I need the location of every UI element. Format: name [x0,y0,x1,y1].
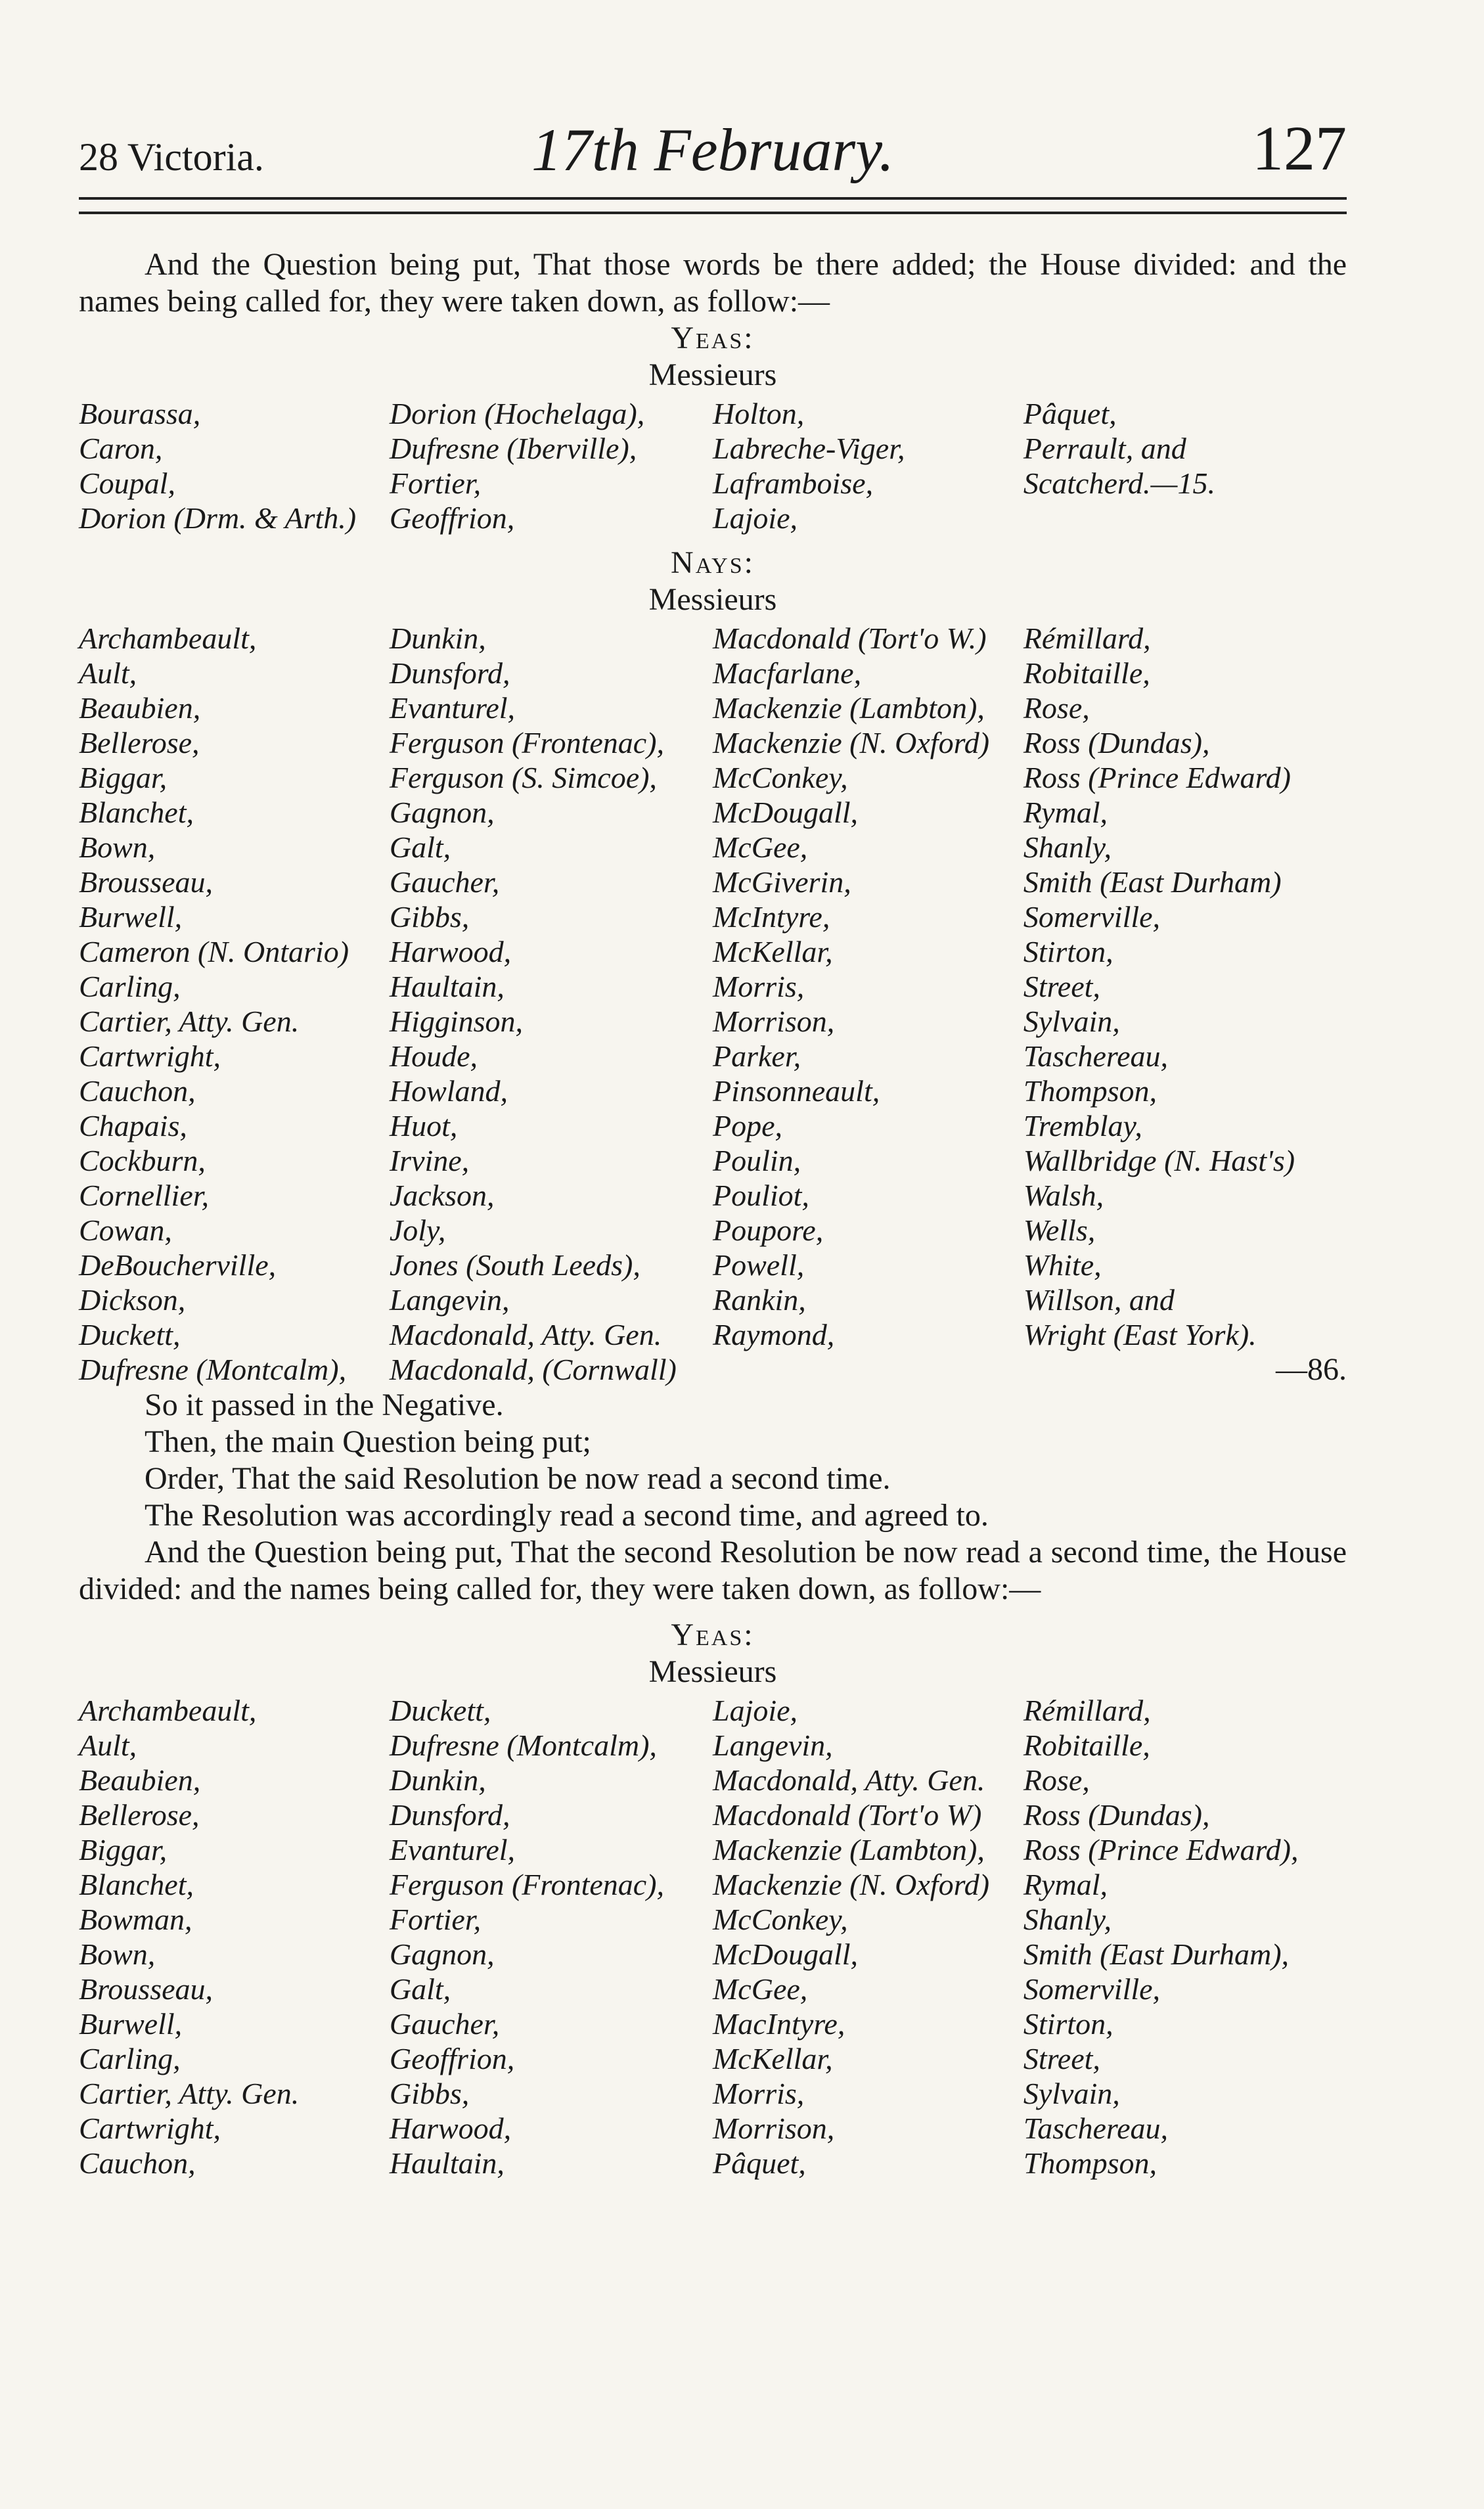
nays-list-1 [79,621,1347,1387]
member-name: Tremblay, [1023,1109,1142,1142]
member-name: McDougall, [712,796,858,829]
messieurs-label: Messieurs [648,357,777,392]
member-name: Carling, [79,2042,181,2075]
member-name: Geoffrion, [389,501,515,535]
member-name: Cartier, Atty. Gen. [79,1005,300,1038]
member-name: Dunsford, [389,1798,510,1832]
member-name: Gaucher, [389,865,500,899]
spacer [79,1608,1347,1617]
member-name: Somerville, [1023,900,1161,934]
nays-heading-1 [79,545,1347,581]
member-name: Parker, [712,1039,801,1073]
messieurs-label: Messieurs [648,1654,777,1689]
member-name: Coupal, [79,466,175,500]
yeas-heading-2 [79,1617,1347,1654]
member-name: Jones (South Leeds), [389,1248,641,1282]
member-name: Thompson, [1023,1074,1158,1108]
member-name: Stirton, [1023,935,1113,968]
member-name: Macdonald (Tort'o W.) [712,622,987,655]
member-name: Macdonald, Atty. Gen. [389,1318,662,1351]
member-name: Beaubien, [79,691,201,725]
member-name: McKellar, [712,935,833,968]
member-name: Lajoie, [712,501,798,535]
member-name: Pâquet, [712,2146,806,2180]
member-name: Cartwright, [79,1039,221,1073]
member-name: Bown, [79,830,156,864]
member-name: Brousseau, [79,1972,214,2006]
member-name: Dufresne (Montcalm), [79,1353,347,1386]
member-name: Cockburn, [79,1144,206,1177]
member-name: Ross (Dundas), [1023,726,1210,759]
member-name: Bown, [79,1937,156,1971]
member-name: Ferguson (Frontenac), [389,1868,664,1901]
member-name: Bellerose, [79,1798,200,1832]
yeas-list-2 [79,1693,1347,2181]
member-name [1023,501,1347,535]
member-name: Evanturel, [389,691,516,725]
member-name: Willson, and [1023,1283,1175,1317]
member-name: Irvine, [389,1144,470,1177]
member-name: Robitaille, [1023,656,1150,690]
member-name: Geoffrion, [389,2042,515,2075]
member-name: Wright (East York). [1023,1318,1257,1351]
member-name: Biggar, [79,761,168,794]
member-name: Pouliot, [712,1179,809,1212]
member-name: McConkey, [712,761,848,794]
member-name: Cauchon, [79,2146,196,2180]
member-name: Stirton, [1023,2007,1113,2041]
nays-heading-text: Nays: [671,545,755,580]
member-name: Somerville, [1023,1972,1161,2006]
member-name: Macdonald, (Cornwall) [389,1353,677,1386]
member-name: Haultain, [389,2146,505,2180]
member-name: Morris, [712,2077,805,2110]
member-name: Beaubien, [79,1763,201,1797]
member-name: McIntyre, [712,900,830,934]
member-name: Cowan, [79,1213,172,1247]
member-name: Langevin, [389,1283,510,1317]
member-name: Shanly, [1023,830,1112,864]
member-name: Poupore, [712,1213,824,1247]
member-name: Higginson, [389,1005,524,1038]
member-name: McKellar, [712,2042,833,2075]
member-name: Morrison, [712,1005,835,1038]
member-name: DeBoucherville, [79,1248,277,1282]
member-name: Laframboise, [712,466,874,500]
member-name: Bowman, [79,1903,192,1936]
member-name: Huot, [389,1109,458,1142]
member-name: Smith (East Durham) [1023,865,1282,899]
member-name: Joly, [389,1213,446,1247]
member-name: Jackson, [389,1179,495,1212]
member-name: Archambeault, [79,1694,257,1727]
member-name: McDougall, [712,1937,858,1971]
header-rule-bottom [79,212,1347,214]
member-name: Mackenzie (Lambton), [712,1833,985,1866]
member-name: Burwell, [79,2007,183,2041]
member-name: Ferguson (S. Simcoe), [389,761,657,794]
member-name: Caron, [79,432,163,465]
page-header [79,99,1347,191]
member-name: Gagnon, [389,1937,495,1971]
member-name: Blanchet, [79,1868,194,1901]
page-date: 17th February. [531,116,894,183]
member-name: Pâquet, [1023,397,1117,430]
member-name: Galt, [389,1972,451,2006]
member-name: Cartwright, [79,2112,221,2145]
intro-paragraph: And the Question being put, That those words be there added; the House divided: and the names being called for, they were taken down, as follow:— [79,247,1347,319]
member-name: McGee, [712,830,808,864]
member-name: Bellerose, [79,726,200,759]
member-name: Cartier, Atty. Gen. [79,2077,300,2110]
member-name: Brousseau, [79,865,214,899]
header-rule-top [79,197,1347,200]
member-name: Rankin, [712,1283,806,1317]
member-name: McConkey, [712,1903,848,1936]
member-name: Morris, [712,970,805,1003]
member-name: Burwell, [79,900,183,934]
page-body [79,246,1347,2181]
member-name: White, [1023,1248,1102,1282]
member-name: Rymal, [1023,1868,1108,1901]
nays-count: —86. [1276,1352,1347,1387]
member-name: Ault, [79,656,137,690]
spacer [79,535,1347,545]
member-name: Shanly, [1023,1903,1112,1936]
member-name: Wells, [1023,1213,1096,1247]
member-name: Street, [1023,970,1100,1003]
member-name: Rose, [1023,1763,1090,1797]
member-name [713,1352,1023,1387]
member-name: Powell, [712,1248,805,1282]
member-name: MacIntyre, [712,2007,845,2041]
main-question-line: Then, the main Question being put; [145,1424,591,1459]
member-name: Evanturel, [389,1833,516,1866]
member-name: Taschereau, [1023,2112,1169,2145]
member-name: Dorion (Drm. & Arth.) [79,501,357,535]
member-name: Dunkin, [389,1763,486,1797]
member-name: Holton, [712,397,805,430]
member-name: Macdonald (Tort'o W) [712,1798,982,1832]
member-name: Gagnon, [389,796,495,829]
member-name: Raymond, [712,1318,835,1351]
member-name: Ross (Prince Edward) [1023,761,1291,794]
member-name: Ross (Dundas), [1023,1798,1210,1832]
order-line: Order, That the said Resolution be now read a second time. [145,1461,891,1496]
member-name: Smith (East Durham), [1023,1937,1290,1971]
member-name: Mackenzie (N. Oxford) [712,1868,990,1901]
member-name: Langevin, [712,1729,833,1762]
member-name: Fortier, [389,1903,482,1936]
member-name: Perrault, and [1023,432,1186,465]
member-name: Blanchet, [79,796,194,829]
member-name: Duckett, [389,1694,491,1727]
member-name: Chapais, [79,1109,187,1142]
member-name: Rymal, [1023,796,1108,829]
session-label: 28 Victoria. [79,135,264,179]
agreed-line: The Resolution was accordingly read a second time, and agreed to. [145,1498,989,1533]
member-name: Gibbs, [389,2077,470,2110]
member-name: Scatcherd.—15. [1023,466,1215,500]
member-name: Cauchon, [79,1074,196,1108]
member-name: Morrison, [712,2112,835,2145]
member-name: Dufresne (Montcalm), [389,1729,657,1762]
member-name: Wallbridge (N. Hast's) [1023,1144,1295,1177]
page-number: 127 [1252,113,1347,183]
member-name: Macfarlane, [712,656,862,690]
member-name: Lajoie, [712,1694,798,1727]
member-name: Biggar, [79,1833,168,1866]
yeas-heading-text: Yeas: [671,1617,755,1652]
member-name: Harwood, [389,2112,512,2145]
yeas-list-1 [79,396,1347,535]
member-name: Archambeault, [79,622,257,655]
messieurs-label: Messieurs [648,582,777,617]
member-name: Pope, [712,1109,782,1142]
member-name: Robitaille, [1023,1729,1150,1762]
member-name: Dickson, [79,1283,186,1317]
member-name: Dufresne (Iberville), [389,432,637,465]
member-name: Sylvain, [1023,1005,1120,1038]
member-name: Rémillard, [1023,1694,1151,1727]
member-name: Haultain, [389,970,505,1003]
member-name: Cameron (N. Ontario) [79,935,349,968]
yeas-heading-text: Yeas: [671,321,755,355]
member-name: Howland, [389,1074,508,1108]
member-name: Sylvain, [1023,2077,1120,2110]
member-name: Carling, [79,970,181,1003]
member-name: Cornellier, [79,1179,210,1212]
member-name: Thompson, [1023,2146,1158,2180]
member-name: Dunsford, [389,656,510,690]
member-name: Gaucher, [389,2007,500,2041]
member-name: Dorion (Hochelaga), [389,397,645,430]
division-paragraph: And the Question being put, That the second Resolution be now read a second time, the House divided: and the names being called for, they were taken down, as follow:— [79,1535,1347,1606]
member-name: Harwood, [389,935,512,968]
member-name: Rémillard, [1023,622,1151,655]
member-name: McGiverin, [712,865,851,899]
member-name: Ault, [79,1729,137,1762]
member-name: Poulin, [712,1144,801,1177]
member-name: Mackenzie (Lambton), [712,691,985,725]
member-name: Fortier, [389,466,482,500]
member-name: Mackenzie (N. Oxford) [712,726,990,759]
member-name: Street, [1023,2042,1100,2075]
member-name: Duckett, [79,1318,181,1351]
member-name: Rose, [1023,691,1090,725]
member-name: Gibbs, [389,900,470,934]
member-name: Labreche-Viger, [712,432,905,465]
member-name: Pinsonneault, [712,1074,880,1108]
member-name: Houde, [389,1039,478,1073]
member-name: Macdonald, Atty. Gen. [712,1763,985,1797]
member-name: Galt, [389,830,451,864]
member-name: Ferguson (Frontenac), [389,726,664,759]
member-name: Bourassa, [79,397,201,430]
negative-line: So it passed in the Negative. [145,1388,504,1422]
member-name: McGee, [712,1972,808,2006]
member-name: Ross (Prince Edward), [1023,1833,1299,1866]
yeas-heading-1 [79,320,1347,357]
member-name: Walsh, [1023,1179,1104,1212]
member-name: Dunkin, [389,622,486,655]
member-name: Taschereau, [1023,1039,1169,1073]
